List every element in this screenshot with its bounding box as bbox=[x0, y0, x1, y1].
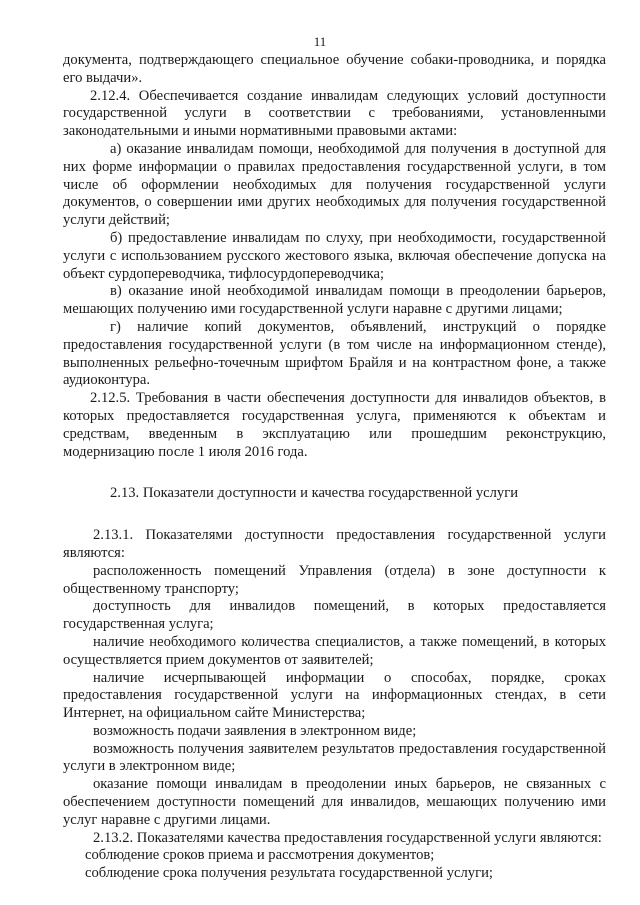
list-item-electronic-submission: возможность подачи заявления в электронном виде; bbox=[93, 722, 417, 739]
paragraph-2-13-1: 2.13.1. Показателями доступности предоставления государственной услуги являются: bbox=[63, 527, 606, 561]
paragraph-item-g: г) наличие копий документов, объявлений, инструкций о порядке предоставления государственной услуги (в том числе на информационном стенде), выполненных рельефно-точечным шрифтом Брайля и на контрастном фоне, а также аудиоконтура. bbox=[63, 318, 606, 389]
paragraph-2-12-4: 2.12.4. Обеспечивается создание инвалидам следующих условий доступности государственной услуги в соответствии с требованиями, установленными законодательными и иными нормативными правовыми актами: bbox=[63, 87, 606, 140]
list-item-barriers: оказание помощи инвалидам в преодолении иных барьеров, не связанных с обеспечением доступности помещений для инвалидов, мешающих получению ими услуг наравне с другими лицами. bbox=[63, 776, 606, 828]
list-item-specialists: наличие необходимого количества специалистов, а также помещений, в которых осуществляется прием документов от заявителей; bbox=[63, 633, 606, 668]
list-item-transport: расположенность помещений Управления (отдела) в зоне доступности к общественному транспорту; bbox=[63, 562, 606, 597]
paragraph-continuation: документа, подтверждающего специальное обучение собаки-проводника, и порядка его выдачи». bbox=[63, 52, 606, 86]
paragraph-item-b: б) предоставление инвалидам по слуху, при необходимости, государственной услуги с использованием русского жестового языка, включая обеспечение допуска на объект сурдопереводчика, тифлосурдопереводчика; bbox=[63, 229, 606, 282]
page-number: 11 bbox=[313, 34, 327, 49]
list-item-information: наличие исчерпывающей информации о способах, порядке, сроках предоставления государственной услуги на информационных стендах, в сети Интернет, на официальном сайте Министерства; bbox=[63, 669, 606, 722]
paragraph-2-12-5: 2.12.5. Требования в части обеспечения доступности для инвалидов объектов, в которых предоставляется государственная услуга, применяются к объектам и средствам, введенным в эксплуатацию или прошедшим реконструкцию, модернизацию после 1 июля 2016 года. bbox=[63, 390, 606, 460]
paragraph-2-13-2: 2.13.2. Показателями качества предоставления государственной услуги являются: bbox=[93, 829, 602, 846]
paragraph-item-a: а) оказание инвалидам помощи, необходимой для получения в доступной для них форме информации о правилах предоставления государственной услуги, в том числе об оформлении необходимых для получения государственной услуги документов, о совершении ими других необходимых для получения государственной услуги действий; bbox=[63, 140, 606, 229]
list-item-deadlines: соблюдение сроков приема и рассмотрения документов; bbox=[85, 847, 435, 864]
list-item-electronic-results: возможность получения заявителем результатов предоставления государственной услуги в электронном виде; bbox=[63, 740, 606, 775]
list-item-accessibility: доступность для инвалидов помещений, в которых предоставляется государственная услуга; bbox=[63, 598, 606, 633]
section-heading-2-13: 2.13. Показатели доступности и качества государственной услуги bbox=[110, 485, 519, 502]
list-item-result-deadline: соблюдение срока получения результата государственной услуги; bbox=[85, 865, 493, 882]
paragraph-item-v: в) оказание иной необходимой инвалидам помощи в преодолении барьеров, мешающих получению ими государственной услуги наравне с другими лицами; bbox=[63, 283, 606, 318]
document-body bbox=[63, 52, 606, 883]
